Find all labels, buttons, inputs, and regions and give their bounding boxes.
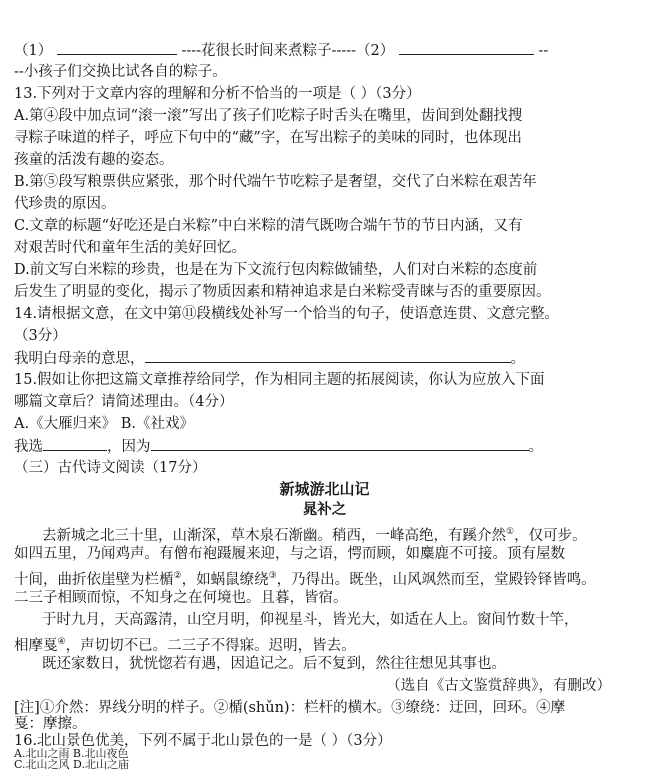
footnote-mark-4: ④ xyxy=(57,637,66,647)
q12-label-1: （1） xyxy=(14,43,53,59)
q15-choice-blank[interactable] xyxy=(43,436,107,451)
q13-stem: 13.下列对于文章内容的理解和分析不恰当的一项是（ ）（3分） xyxy=(14,86,421,102)
q14-score: （3分） xyxy=(14,328,67,344)
q13-option-a-line-1: A.第④段中加点词“滚一滚”写出了孩子们吃粽子时舌头在嘴里，齿间到处翻找搜 xyxy=(14,108,523,124)
footnote-mark-3: ③ xyxy=(268,571,277,581)
q16-options-line-1: A.北山之雨 B.北山夜色 xyxy=(14,747,129,760)
q13-option-d-line-1: D.前文写白米粽的珍贵，也是在为下文流行包肉粽做铺垫，人们对白米粽的态度前 xyxy=(14,262,538,278)
q14-answer-prefix: 我明白母亲的意思， xyxy=(14,351,145,367)
q12-tail: -- xyxy=(538,43,549,59)
footnote-mark-1: ① xyxy=(506,527,515,537)
passage-p1-line-1 xyxy=(14,522,635,546)
q15-stem-line-1: 15.假如让你把这篇文章推荐给同学，作为相同主题的拓展阅读，你认为应放入下面 xyxy=(14,372,545,388)
poem-author: 晁补之 xyxy=(302,501,347,518)
q12-line-2: --小孩子们交换比试各自的粽子。 xyxy=(14,64,227,80)
notes-line-2: 戛：摩擦。 xyxy=(14,716,87,732)
q12-blank-line xyxy=(14,40,635,61)
passage-p3: 既还家数日，犹恍惚若有遇，因追记之。后不复到，然往往想见其事也。 xyxy=(42,656,506,672)
passage-p1-line-3 xyxy=(14,566,635,590)
q15-reason-prefix: ，因为 xyxy=(107,439,151,455)
q15-reason-blank[interactable] xyxy=(151,436,529,451)
q12-answer-blank-2[interactable] xyxy=(399,40,534,55)
q15-choose-prefix: 我选 xyxy=(14,439,43,455)
passage-source: （选自《古文鉴赏辞典》，有删改） xyxy=(386,678,611,694)
q13-option-d-line-2: 后发生了明显的变化，揭示了物质因素和精神追求是白米粽受青睐与否的重要原因。 xyxy=(14,284,551,300)
q16-stem: 16.北山景色优美，下列不属于北山景色的一是（ ）（3分） xyxy=(14,733,392,749)
passage-p2-line-1: 于时九月，天高露清，山空月明，仰视星斗，皆光大，如适在人上。窗间竹数十竿， xyxy=(42,612,579,628)
q15-end: 。 xyxy=(528,439,543,455)
q14-stem: 14.请根据文意，在文中第⑪段横线处补写一个恰当的句子，使语意连贯、文意完整。 xyxy=(14,306,560,322)
q12-given-text: ----花很长时间来煮粽子-----（2） xyxy=(181,43,395,59)
passage-text: ，乃得出。既坐，山风飒然而至，堂殿铃铎皆鸣。 xyxy=(276,571,596,588)
passage-text: ，仅可步。 xyxy=(514,527,587,544)
passage-text: 十间，曲折依崖壁为栏楯 xyxy=(14,571,174,588)
q13-option-b-line-2: 代珍贵的原因。 xyxy=(14,196,116,212)
notes-line-1: [注]①介然：界线分明的样子。②楯(shǔn)：栏杆的横木。③缭绕：迂回，回环。④摩 xyxy=(14,700,566,716)
q14-answer-end: 。 xyxy=(510,351,525,367)
q15-answer-line xyxy=(14,436,635,457)
q13-option-a-line-3: 孩童的活泼有趣的姿态。 xyxy=(14,152,174,168)
poem-title: 新城游北山记 xyxy=(279,480,370,498)
q12-answer-blank-1[interactable] xyxy=(57,40,177,55)
q15-stem-line-2: 哪篇文章后？请简述理由。（4分） xyxy=(14,394,234,410)
q15-options: A.《大雁归来》 B.《社戏》 xyxy=(14,416,194,432)
q14-answer-blank[interactable] xyxy=(145,348,511,363)
q13-option-b-line-1: B.第⑤段写粮票供应紧张，那个时代端午节吃粽子是奢望，交代了白米粽在艰苦年 xyxy=(14,174,537,190)
q13-option-c-line-1: C.文章的标题“好吃还是白米粽”中白米粽的清气既吻合端午节的节日内涵，又有 xyxy=(14,218,523,234)
q14-answer-line xyxy=(14,348,635,369)
passage-text: ，声切切不已。二三子不得寐。迟明，皆去。 xyxy=(65,637,356,654)
q13-option-a-line-2: 寻粽子味道的样子，呼应下句中的“藏”字，在写出粽子的美味的同时，也体现出 xyxy=(14,130,522,146)
section-3-heading: （三）古代诗文阅读（17分） xyxy=(14,460,207,476)
q13-option-c-line-2: 对艰苦时代和童年生活的美好回忆。 xyxy=(14,240,246,256)
footnote-mark-2: ② xyxy=(173,571,182,581)
passage-text: ，如蜗鼠缭绕 xyxy=(181,571,269,588)
passage-p1-line-2: 如四五里，乃闻鸡声。有僧布袍蹑履来迎，与之语，愕而顾，如麋鹿不可接。顶有屋数 xyxy=(14,546,565,562)
passage-p1-line-4: 二三子相顾而惊，不知身之在何境也。且暮，皆宿。 xyxy=(14,590,348,606)
q16-options-line-2: C.北山之风 D.北山之庙 xyxy=(14,758,129,771)
passage-text: 相摩戛 xyxy=(14,637,58,654)
passage-p2-line-2 xyxy=(14,632,635,656)
passage-text: 去新城之北三十里，山渐深，草木泉石渐幽。稍西，一峰高绝，有蹊介然 xyxy=(42,527,506,544)
